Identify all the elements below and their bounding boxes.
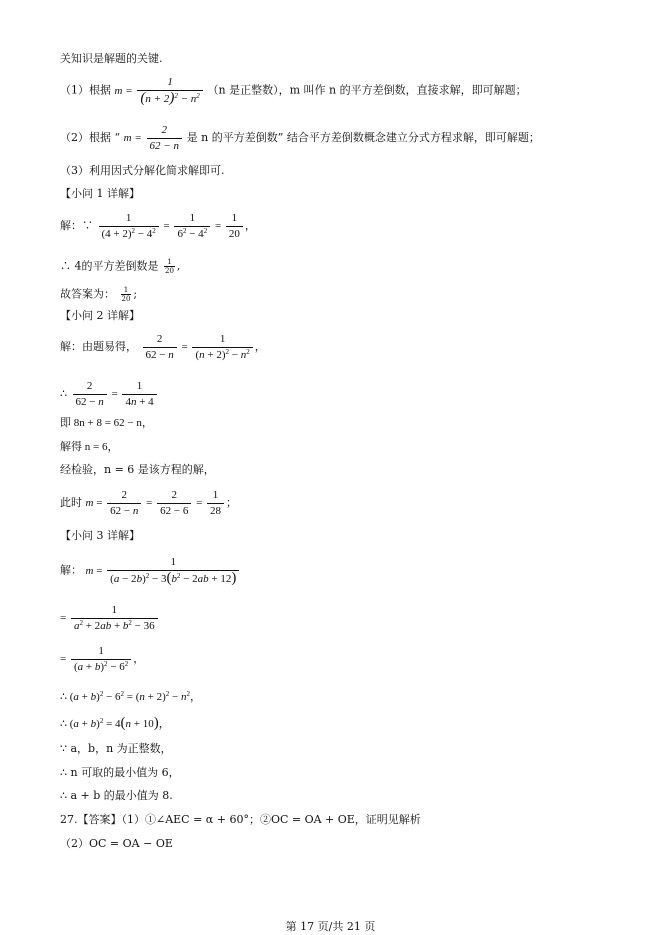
q2-result bbox=[60, 489, 237, 518]
q1-answer-prefix: 故答案为： bbox=[60, 287, 115, 301]
q3-solution bbox=[60, 556, 241, 586]
analysis-item-2-suffix: 是 n 的平方差倒数” 结合平方差倒数概念建立分式方程求解，即可解题； bbox=[186, 131, 540, 145]
q1-value-den: 20 bbox=[226, 226, 243, 241]
q3-conclude-n: ∴ n 可取的最小值为 6， bbox=[60, 766, 180, 779]
q3-conclude-ab: ∴ a + b 的最小值为 8. bbox=[60, 789, 173, 802]
page-footer: 第 17 页/共 21 页 bbox=[285, 920, 376, 933]
q1-header: 【小问 1 详解】 bbox=[60, 187, 140, 200]
formula-m-def: m = $\frac{1}{(n + 2)^2 - n^2}$ bbox=[115, 85, 208, 97]
q1-answer: 故答案为： $\frac{1}{20}$ ; bbox=[60, 286, 138, 303]
q3-header: 【小问 3 详解】 bbox=[60, 529, 140, 542]
q2-given bbox=[60, 333, 266, 362]
answer-27-line-1: 27.【答案】（1）①∠AEC = α + 60°；②OC = OA + OE，证明见解析 bbox=[60, 813, 421, 826]
q2-result-formula: m = $\frac{2}{62 - n}$ = $\frac{2}{62 - 6}$ = $\frac{1}{28}$ ； bbox=[85, 489, 238, 517]
q1-solution bbox=[60, 212, 256, 241]
q1-solution-prefix: 解：∵ bbox=[60, 219, 93, 233]
q1-therefore-text: ∴ 4的平方差倒数是 bbox=[60, 259, 159, 273]
q2-verify: 经检验，n = 6 是该方程的解， bbox=[60, 463, 215, 476]
q2-result-prefix: 此时 bbox=[60, 496, 82, 510]
intro-text: 关知识是解题的关键. bbox=[60, 52, 163, 65]
q3-eq-2: ∴ $(a + b)^2 = 4(n + 10)$， bbox=[60, 715, 170, 731]
analysis-item-3: （3）利用因式分解化简求解即可. bbox=[60, 164, 225, 177]
q3-eq-1: ∴ $(a + b)^2 - 6^2 = (n + 2)^2 - n^2$， bbox=[60, 690, 201, 703]
analysis-item-2-prefix: （2）根据 “ bbox=[60, 131, 121, 145]
q3-because: ∵ a，b，n 为正整数， bbox=[60, 742, 172, 755]
q2-given-prefix: 解：由题易得， bbox=[60, 340, 137, 354]
analysis-item-1-suffix: （n 是正整数），m 叫作 n 的平方差倒数，直接求解，即可解题； bbox=[207, 83, 527, 97]
analysis-item-2 bbox=[60, 124, 540, 153]
q3-formula-3: = $\frac{1}{(a + b)^2 - 6^2}$ ， bbox=[60, 645, 145, 673]
analysis-item-1 bbox=[60, 76, 527, 106]
q2-given-formula: $\frac{2}{62 - n}$ = $\frac{1}{(n + 2)^2 - n^2}$ ， bbox=[141, 341, 266, 353]
q3-formula-2: = $\frac{1}{a^2 + 2ab + b^2 - 36}$ bbox=[60, 604, 160, 633]
q1-therefore: ∴ 4的平方差倒数是 $\frac{1}{20}$ , bbox=[60, 258, 181, 275]
analysis-item-1-prefix: （1）根据 bbox=[60, 83, 111, 97]
q3-formula-1: m = $\frac{1}{(a - 2b)^2 - 3(b^2 - 2ab + 12)}$ bbox=[86, 565, 242, 577]
q2-header: 【小问 2 详解】 bbox=[60, 309, 140, 322]
answer-27-line-2: （2）OC = OA − OE bbox=[60, 837, 173, 850]
q2-therefore bbox=[60, 380, 159, 409]
q1-formula: $\frac{1}{(4 + 2)^2 - 4^2}$ = $\frac{1}{6^2 - 4^2}$ = $\frac{1}{20}$ ， bbox=[97, 220, 256, 232]
q1-value-num: 1 bbox=[231, 212, 238, 224]
q2-solve: 解得 n = 6， bbox=[60, 441, 119, 453]
q2-therefore-formula: $\frac{2}{62 - n}$ = $\frac{1}{4n + 4}$ bbox=[71, 388, 159, 400]
formula-m-2: m = $\frac{2}{62 - n}$ bbox=[124, 132, 187, 144]
q2-step-eq: 即 8n + 8 = 62 − n， bbox=[60, 417, 153, 429]
q2-therefore-prefix: ∴ bbox=[60, 387, 67, 401]
q3-solution-prefix: 解： bbox=[60, 563, 82, 577]
